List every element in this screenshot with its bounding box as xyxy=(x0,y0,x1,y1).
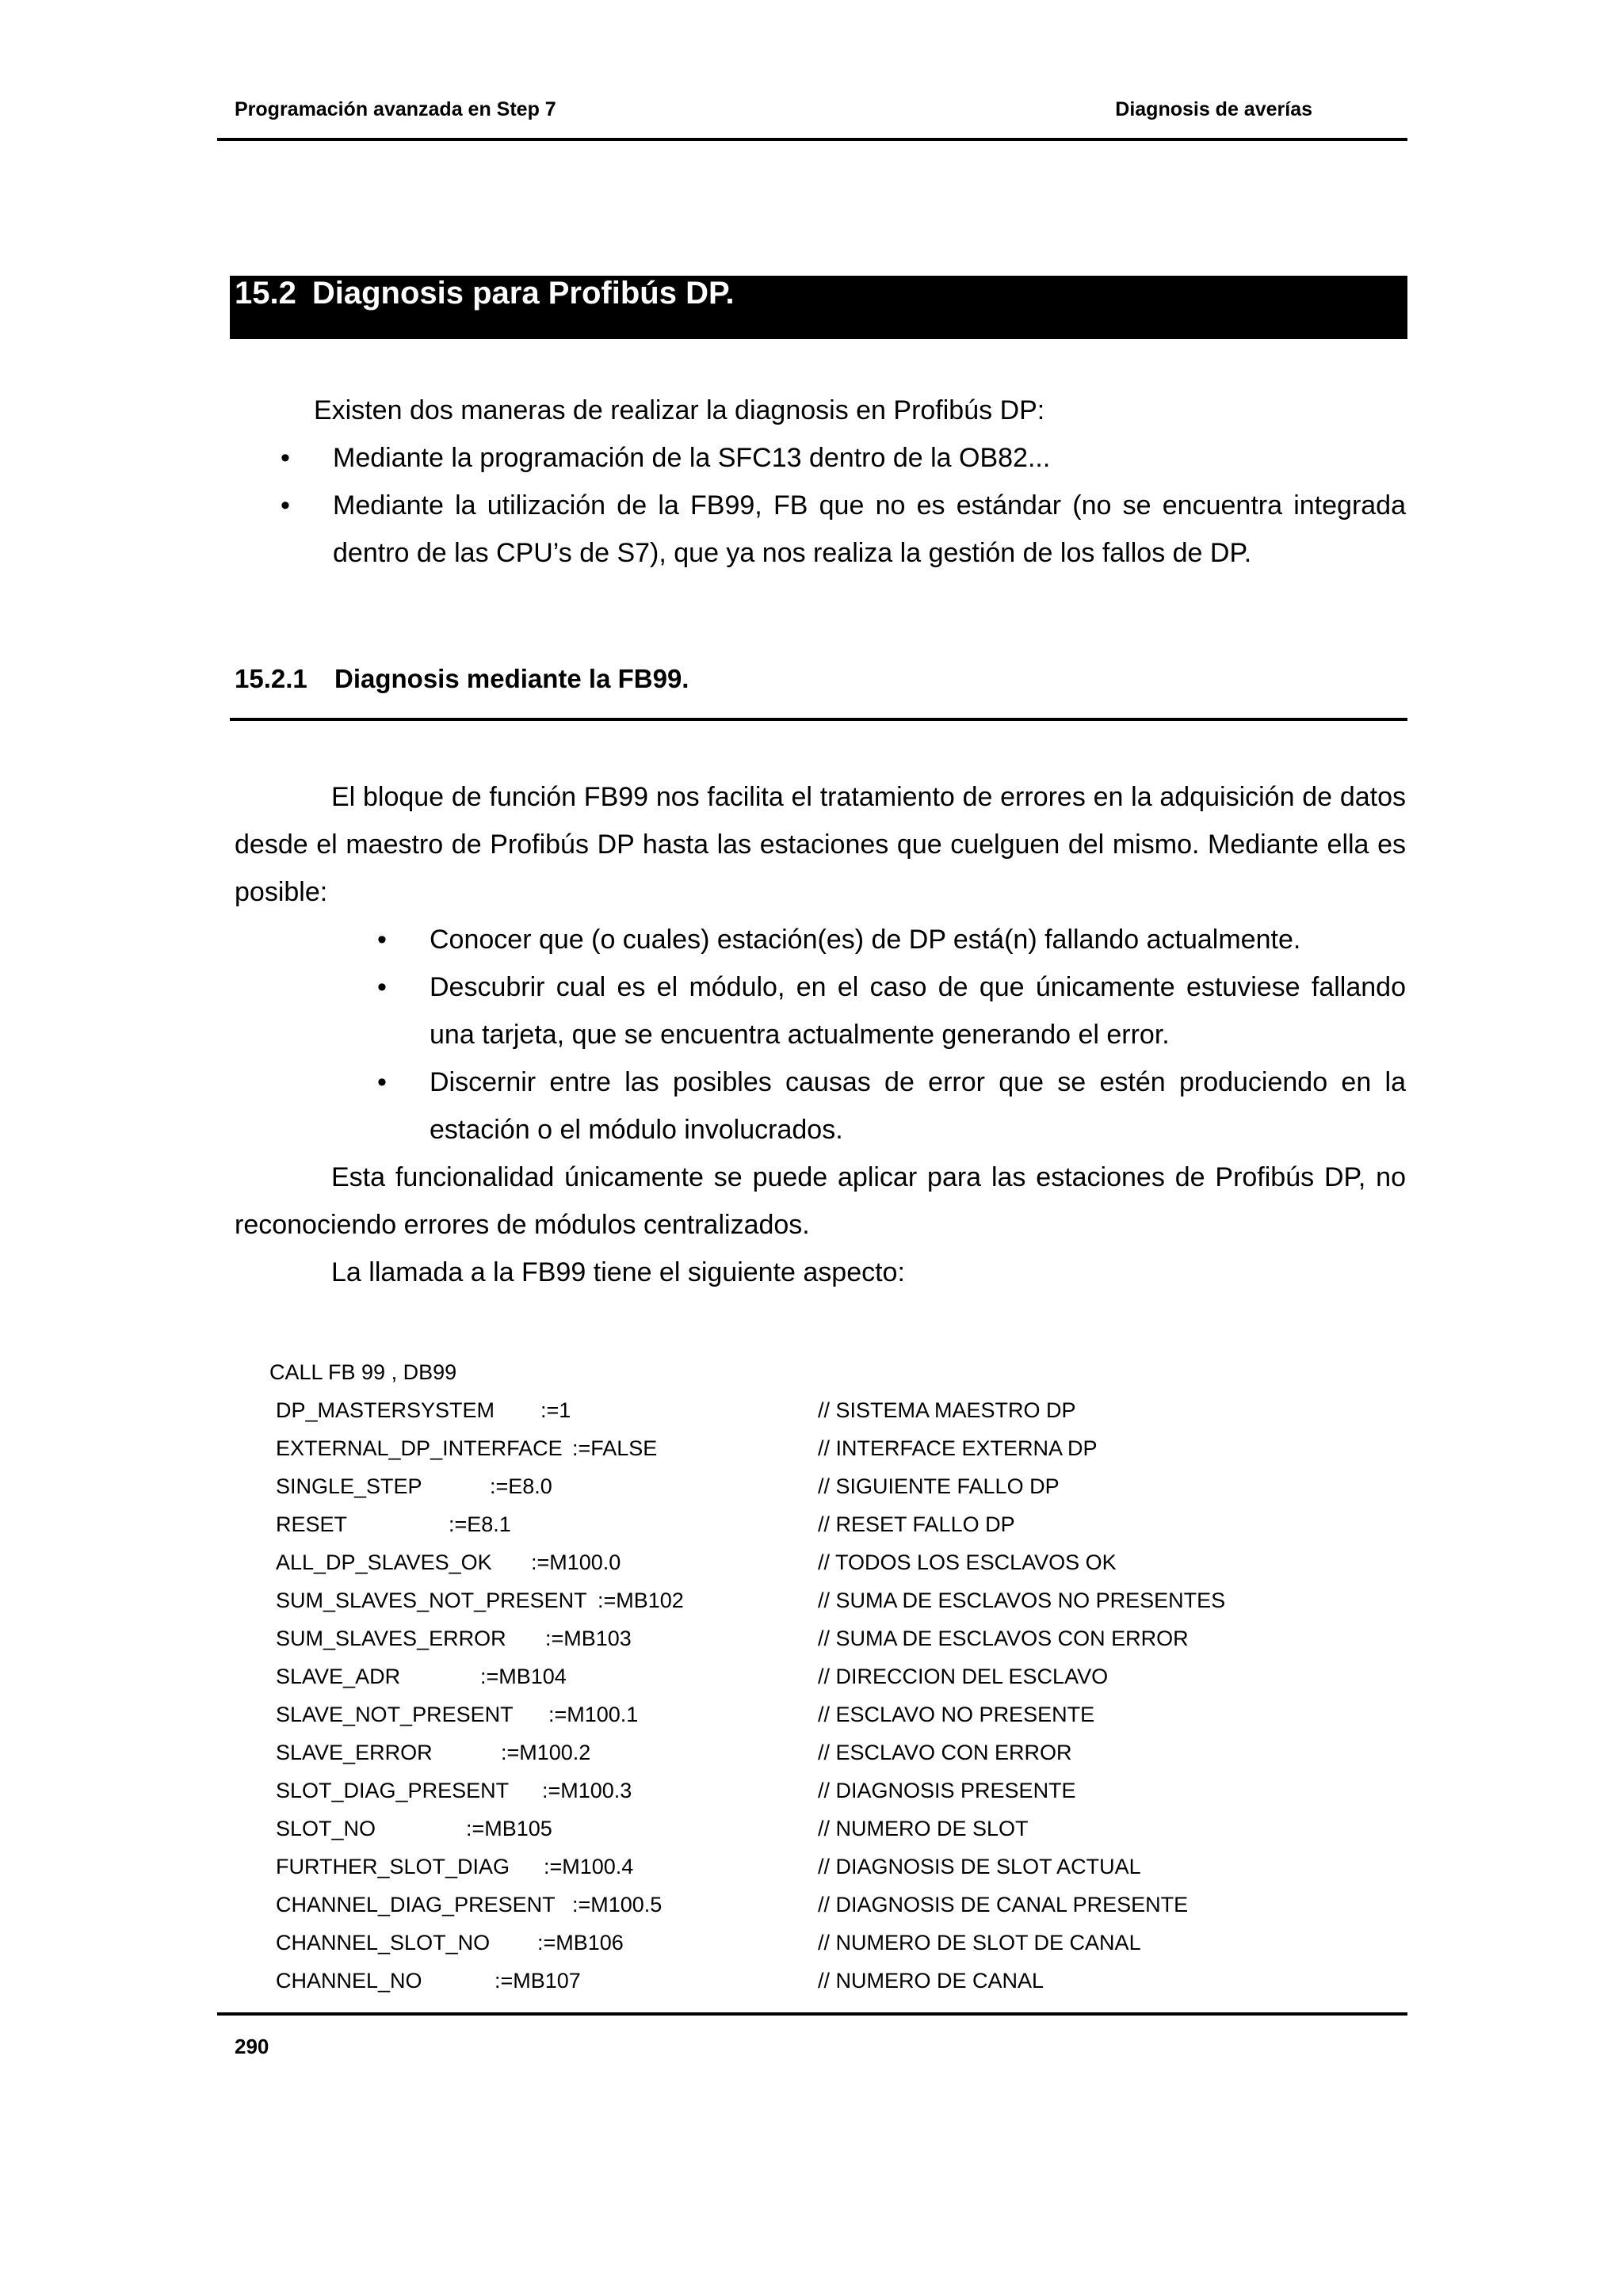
section-heading xyxy=(230,276,1407,339)
bullet-icon: • xyxy=(281,490,290,521)
running-header-title: Programación avanzada en Step 7 xyxy=(235,98,556,120)
code-row: SLAVE_ERROR :=M100.2 // ESCLAVO CON ERROR xyxy=(276,1741,1072,1764)
subsection-title: Diagnosis mediante la FB99. xyxy=(334,664,689,693)
code-row: DP_MASTERSYSTEM :=1 // SISTEMA MAESTRO DP xyxy=(276,1398,1076,1422)
code-call-line: CALL FB 99 , DB99 xyxy=(269,1360,457,1384)
paragraph-functionality: Esta funcionalidad únicamente se puede aplicar para las estaciones de Profibús DP, no reconociendo errores de módulos centralizados. xyxy=(235,1162,1406,1240)
code-row: SLAVE_NOT_PRESENT :=M100.1 // ESCLAVO NO PRESENTE xyxy=(276,1703,1095,1726)
code-row: FURTHER_SLOT_DIAG :=M100.4 // DIAGNOSIS DE SLOT ACTUAL xyxy=(276,1855,1141,1878)
list-item: • Discernir entre las posibles causas de error que se estén produciendo en la estación o el módulo involucrados. xyxy=(377,1058,1406,1154)
bullet-icon: • xyxy=(377,972,387,1002)
list-item: • Mediante la programación de la SFC13 dentro de la OB82... xyxy=(281,434,1406,482)
code-row: SLOT_NO :=MB105 // NUMERO DE SLOT xyxy=(276,1817,1029,1840)
list-item: • Mediante la utilización de la FB99, FB que no es estándar (no se encuentra integrada dentro de las CPU’s de S7), que ya nos realiza la gestión de los fallos de DP. xyxy=(281,482,1406,577)
footer-rule xyxy=(217,2012,1407,2016)
code-row: EXTERNAL_DP_INTERFACE :=FALSE // INTERFACE EXTERNA DP xyxy=(276,1436,1098,1460)
code-block xyxy=(276,1391,1306,2000)
subsection-heading xyxy=(235,664,689,694)
bullet-icon: • xyxy=(377,925,387,955)
code-row: SLOT_DIAG_PRESENT :=M100.3 // DIAGNOSIS PRESENTE xyxy=(276,1779,1076,1802)
bullet-icon: • xyxy=(281,443,290,473)
intro-paragraph: Existen dos maneras de realizar la diagnosis en Profibús DP: xyxy=(314,395,1045,425)
header-rule xyxy=(217,138,1407,141)
subsection-rule xyxy=(230,718,1407,721)
list-item: • Conocer que (o cuales) estación(es) de DP está(n) fallando actualmente. xyxy=(377,916,1406,963)
code-row: SINGLE_STEP :=E8.0 // SIGUIENTE FALLO DP xyxy=(276,1474,1060,1498)
code-row: RESET :=E8.1 // RESET FALLO DP xyxy=(276,1512,1015,1536)
page-number: 290 xyxy=(235,2035,269,2058)
section-title: Diagnosis para Profibús DP. xyxy=(311,276,735,311)
bullet-icon: • xyxy=(377,1067,387,1097)
paragraph-fb99-description: El bloque de función FB99 nos facilita el tratamiento de errores en la adquisición de datos desde el maestro de Profibús DP hasta las estaciones que cuelguen del mismo. Mediante ella es posible: xyxy=(235,782,1406,907)
capabilities-bullet-list xyxy=(377,916,1406,1154)
running-header-chapter: Diagnosis de averías xyxy=(1115,98,1312,120)
intro-bullet-list xyxy=(281,434,1406,577)
code-row: CHANNEL_NO :=MB107 // NUMERO DE CANAL xyxy=(276,1969,1044,1993)
paragraph-call-intro: La llamada a la FB99 tiene el siguiente aspecto: xyxy=(331,1257,905,1287)
subsection-number: 15.2.1 xyxy=(235,664,307,693)
list-item: • Descubrir cual es el módulo, en el caso de que únicamente estuviese fallando una tarjeta, que se encuentra actualmente generando el error. xyxy=(377,963,1406,1058)
section-number: 15.2 xyxy=(235,276,296,311)
code-row: SUM_SLAVES_ERROR :=MB103 // SUMA DE ESCLAVOS CON ERROR xyxy=(276,1627,1189,1650)
code-row: SUM_SLAVES_NOT_PRESENT :=MB102 // SUMA DE ESCLAVOS NO PRESENTES xyxy=(276,1589,1226,1612)
code-row: SLAVE_ADR :=MB104 // DIRECCION DEL ESCLAVO xyxy=(276,1665,1109,1688)
code-row: CHANNEL_SLOT_NO :=MB106 // NUMERO DE SLOT DE CANAL xyxy=(276,1931,1141,1955)
code-row: ALL_DP_SLAVES_OK :=M100.0 // TODOS LOS ESCLAVOS OK xyxy=(276,1550,1117,1574)
code-row: CHANNEL_DIAG_PRESENT :=M100.5 // DIAGNOSIS DE CANAL PRESENTE xyxy=(276,1893,1189,1917)
